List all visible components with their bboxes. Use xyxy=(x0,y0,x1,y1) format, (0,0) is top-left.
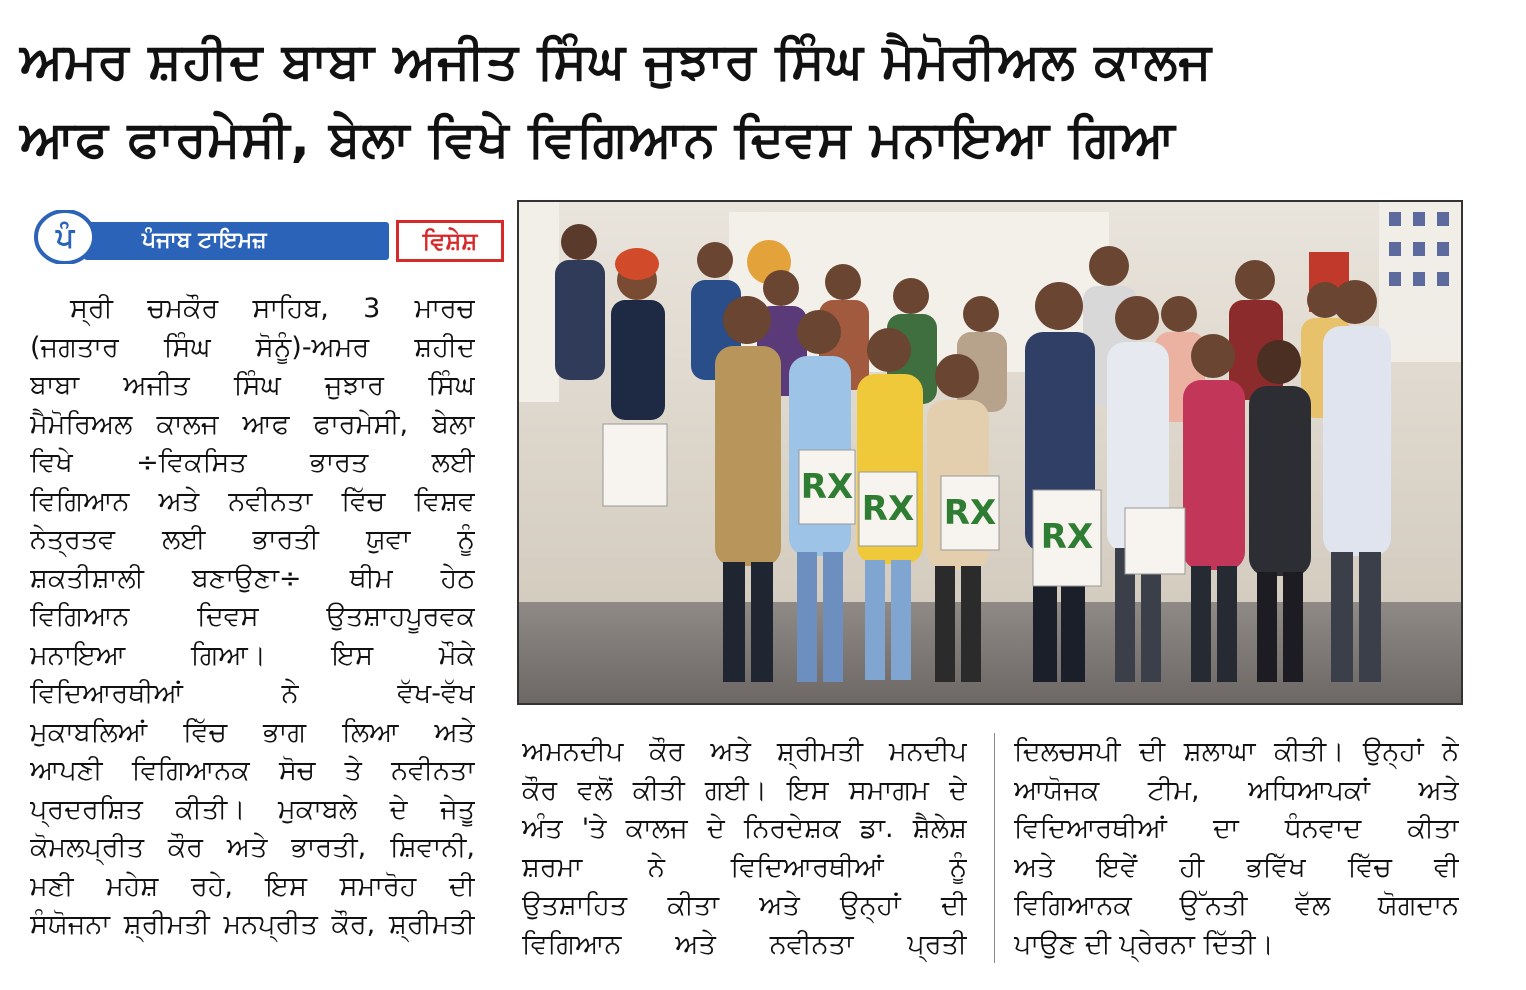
article-column-3 xyxy=(1014,733,1459,964)
text-line: ਪ੍ਰਦਰਸ਼ਿਤ ਕੀਤੀ। ਮੁਕਾਬਲੇ ਦੇ ਜੇਤੂ xyxy=(30,793,475,825)
text-line: ਮਣੀ ਮਹੇਸ਼ ਰਹੇ, ਇਸ ਸਮਾਰੋਹ ਦੀ xyxy=(30,870,475,902)
rx-label: RX xyxy=(800,467,854,507)
text-line: ਕੋਮਲਪ੍ਰੀਤ ਕੌਰ ਅਤੇ ਭਾਰਤੀ, ਸ਼ਿਵਾਨੀ, xyxy=(30,832,475,863)
text-line: ਸ੍ਰੀ ਚਮਕੌਰ ਸਾਹਿਬ, 3 ਮਾਰਚ xyxy=(70,293,475,324)
rx-label: RX xyxy=(943,493,997,533)
text-line: ਵਿਦਿਆਰਥੀਆਂ ਨੇ ਵੱਖ-ਵੱਖ xyxy=(30,678,475,709)
event-group-photo xyxy=(517,200,1463,705)
paper-name: ਪੰਜਾਬ ਟਾਇਮਜ਼ xyxy=(84,222,389,260)
text-line: ਵਿਗਿਆਨ ਦਿਵਸ ਉਤਸ਼ਾਹਪੂਰਵਕ xyxy=(30,601,475,632)
text-line: (ਜਗਤਾਰ ਸਿੰਘ ਸੋਨੂੰ)-ਅਮਰ ਸ਼ਹੀਦ xyxy=(30,331,475,363)
article-column-1 xyxy=(30,290,475,945)
text-line: ਉਤਸ਼ਾਹਿਤ ਕੀਤਾ ਅਤੇ ਉਨ੍ਹਾਂ ਦੀ xyxy=(522,890,967,921)
text-line: ਅਮਨਦੀਪ ਕੌਰ ਅਤੇ ਸ਼੍ਰੀਮਤੀ ਮਨਦੀਪ xyxy=(522,736,967,767)
text-line: ਵਿਗਿਆਨ ਅਤੇ ਨਵੀਨਤਾ ਪ੍ਰਤੀ xyxy=(522,928,967,960)
column-divider xyxy=(994,733,995,963)
rx-label: RX xyxy=(1040,517,1094,557)
text-line: ਸ਼ਕਤੀਸ਼ਾਲੀ ਬਣਾਉਣਾ÷ ਥੀਮ ਹੇਠ xyxy=(30,562,475,594)
text-line: ਅਤੇ ਇਵੇਂ ਹੀ ਭਵਿੱਖ ਵਿੱਚ ਵੀ xyxy=(1014,851,1459,883)
certificate xyxy=(1125,508,1185,574)
text-line: ਦਿਲਚਸਪੀ ਦੀ ਸ਼ਲਾਘਾ ਕੀਤੀ। ਉਨ੍ਹਾਂ ਨੇ xyxy=(1014,736,1459,767)
paper-logo-icon xyxy=(34,210,96,264)
text-line: ਅੰਤ 'ਤੇ ਕਾਲਜ ਦੇ ਨਿਰਦੇਸ਼ਕ ਡਾ. ਸ਼ੈਲੇਸ਼ xyxy=(522,813,967,844)
text-line: ਬਾਬਾ ਅਜੀਤ ਸਿੰਘ ਜੁਝਾਰ ਸਿੰਘ xyxy=(30,370,475,401)
text-line: ਮੁਕਾਬਲਿਆਂ ਵਿੱਚ ਭਾਗ ਲਿਆ ਅਤੇ xyxy=(30,716,475,748)
logo-glyph: ਪੰ xyxy=(55,221,75,254)
text-line: ਮਨਾਇਆ ਗਿਆ। ਇਸ ਮੌਕੇ xyxy=(30,639,475,671)
special-tag: ਵਿਸ਼ੇਸ਼ xyxy=(396,220,504,262)
text-line: ਵਿਗਿਆਨ ਅਤੇ ਨਵੀਨਤਾ ਵਿੱਚ ਵਿਸ਼ਵ xyxy=(30,485,475,517)
masthead xyxy=(34,210,478,264)
text-line: ਵਿਦਿਆਰਥੀਆਂ ਦਾ ਧੰਨਵਾਦ ਕੀਤਾ xyxy=(1014,813,1459,844)
text-line: ਆਪਣੀ ਵਿਗਿਆਨਕ ਸੋਚ ਤੇ ਨਵੀਨਤਾ xyxy=(30,755,475,786)
text-line: ਆਯੋਜਕ ਟੀਮ, ਅਧਿਆਪਕਾਂ ਅਤੇ xyxy=(1014,774,1459,806)
text-line: ਕੌਰ ਵਲੋਂ ਕੀਤੀ ਗਈ। ਇਸ ਸਮਾਗਮ ਦੇ xyxy=(522,774,967,806)
article-column-2 xyxy=(522,733,967,964)
text-line: ਸੰਯੋਜਨਾ ਸ਼੍ਰੀਮਤੀ ਮਨਪ੍ਰੀਤ ਕੌਰ, ਸ਼੍ਰੀਮਤੀ xyxy=(30,909,475,940)
headline-line-2: ਆਫ ਫਾਰਮੇਸੀ, ਬੇਲਾ ਵਿਖੇ ਵਿਗਿਆਨ ਦਿਵਸ ਮਨਾਇਆ ਗਿਆ xyxy=(20,110,1176,168)
text-line: ਸ਼ਰਮਾ ਨੇ ਵਿਦਿਆਰਥੀਆਂ ਨੂੰ xyxy=(522,851,967,883)
rx-label: RX xyxy=(861,489,915,529)
group-photo-illustration xyxy=(519,202,1461,703)
text-line: ਵਿਗਿਆਨਕ ਉੱਨਤੀ ਵੱਲ ਯੋਗਦਾਨ xyxy=(1014,890,1459,921)
text-line: ਪਾਉਣ ਦੀ ਪ੍ਰੇਰਨਾ ਦਿੱਤੀ। xyxy=(1014,928,1274,960)
text-line: ਮੈਮੋਰਿਅਲ ਕਾਲਜ ਆਫ ਫਾਰਮੇਸੀ, ਬੇਲਾ xyxy=(30,408,475,440)
text-line: ਵਿਖੇ ÷ਵਿਕਸਿਤ ਭਾਰਤ ਲਈ xyxy=(30,447,475,478)
text-line: ਨੇਤ੍ਰਤਵ ਲਈ ਭਾਰਤੀ ਯੁਵਾ ਨੂੰ xyxy=(30,524,475,555)
certificate xyxy=(603,424,667,506)
headline-line-1: ਅਮਰ ਸ਼ਹੀਦ ਬਾਬਾ ਅਜੀਤ ਸਿੰਘ ਜੁਝਾਰ ਸਿੰਘ ਮੈਮੋਰੀਅਲ ਕਾਲਜ xyxy=(20,32,1213,90)
